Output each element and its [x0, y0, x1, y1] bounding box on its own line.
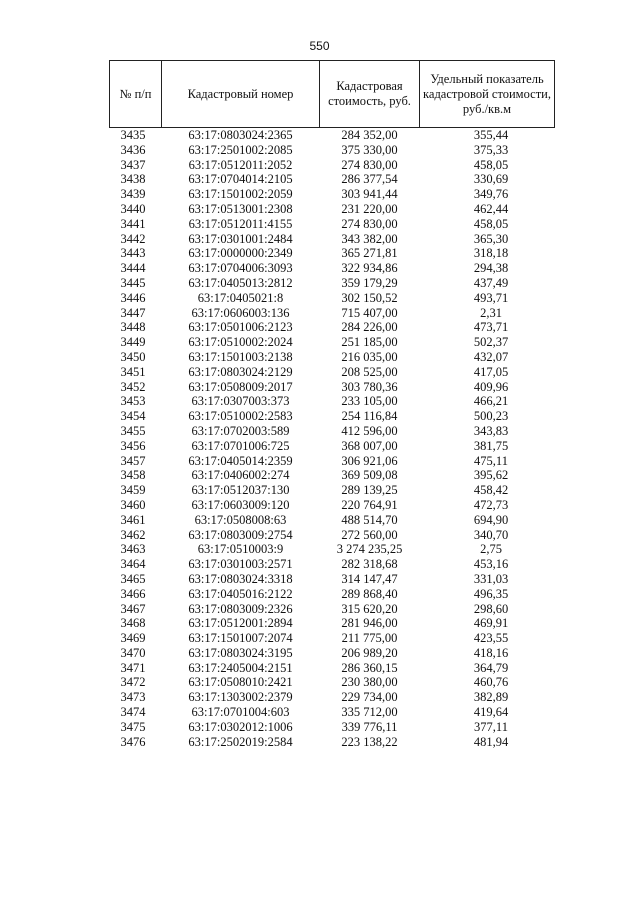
specific-value: 364,79 [473, 660, 509, 675]
row-number: 3453 [120, 394, 146, 409]
table-row [110, 306, 555, 321]
row-number: 3436 [120, 142, 146, 157]
table-row [110, 528, 555, 543]
cadastral-number: 63:17:0405014:2359 [188, 453, 293, 468]
cadastral-number: 63:17:0508008:63 [194, 512, 287, 527]
table-row [110, 705, 555, 720]
table-row [110, 557, 555, 572]
cadastral-value: 368 007,00 [341, 438, 398, 453]
row-number: 3452 [120, 379, 146, 394]
row-number: 3466 [120, 586, 146, 601]
row-number: 3446 [120, 290, 146, 305]
specific-value: 493,71 [473, 290, 509, 305]
specific-value: 458,05 [473, 216, 509, 231]
specific-value: 469,91 [473, 616, 509, 631]
row-number: 3474 [120, 705, 146, 720]
cadastral-number: 63:17:0302012:1006 [188, 719, 293, 734]
specific-value: 395,62 [473, 468, 509, 483]
specific-value: 330,69 [473, 172, 509, 187]
cadastral-number: 63:17:1501007:2074 [188, 631, 293, 646]
cadastral-value: 286 377,54 [341, 172, 398, 187]
row-number: 3456 [120, 438, 146, 453]
row-number: 3445 [120, 275, 146, 290]
cadastral-value: 251 185,00 [341, 335, 398, 350]
cadastral-value: 231 220,00 [341, 201, 398, 216]
cadastral-value: 369 509,08 [341, 468, 398, 483]
row-number: 3460 [120, 497, 146, 512]
cadastral-table [109, 60, 555, 749]
row-number: 3437 [120, 157, 146, 172]
row-number: 3475 [120, 719, 146, 734]
specific-value: 343,83 [473, 423, 509, 438]
cadastral-number: 63:17:0512001:2894 [188, 616, 293, 631]
row-number: 3470 [120, 645, 146, 660]
row-number: 3468 [120, 616, 146, 631]
table-row [110, 439, 555, 454]
cadastral-value: 223 138,22 [341, 734, 398, 749]
specific-value: 382,89 [473, 690, 509, 705]
table-row [110, 661, 555, 676]
specific-value: 419,64 [473, 705, 509, 720]
cadastral-number: 63:17:0803009:2754 [188, 527, 293, 542]
specific-value: 496,35 [473, 586, 509, 601]
cadastral-value: 314 147,47 [341, 571, 398, 586]
cadastral-value: 274 830,00 [341, 216, 398, 231]
row-number: 3448 [120, 320, 146, 335]
specific-value: 458,05 [473, 157, 509, 172]
cadastral-number: 63:17:0803024:2365 [188, 128, 293, 142]
row-number: 3467 [120, 601, 146, 616]
cadastral-number: 63:17:0510002:2024 [188, 335, 293, 350]
cadastral-number: 63:17:0701006:725 [191, 438, 290, 453]
row-number: 3459 [120, 483, 146, 498]
cadastral-value: 282 318,68 [341, 557, 398, 572]
cadastral-value: 230 380,00 [341, 675, 398, 690]
row-number: 3462 [120, 527, 146, 542]
table-header [110, 61, 555, 128]
header-row [110, 61, 555, 128]
cadastral-value: 211 775,00 [341, 631, 398, 646]
specific-value: 462,44 [473, 201, 509, 216]
cadastral-value: 303 941,44 [341, 187, 398, 202]
table-row [110, 498, 555, 513]
specific-value: 481,94 [473, 734, 509, 749]
cadastral-value: 365 271,81 [341, 246, 398, 261]
specific-value: 466,21 [473, 394, 509, 409]
cadastral-number: 63:17:0603009:120 [191, 497, 290, 512]
cadastral-number: 63:17:0508010:2421 [188, 675, 293, 690]
table-row [110, 335, 555, 350]
cadastral-number: 63:17:0803024:3318 [188, 571, 293, 586]
cadastral-value: 272 560,00 [341, 527, 398, 542]
specific-value: 418,16 [473, 645, 509, 660]
row-number: 3469 [120, 631, 146, 646]
cadastral-number: 63:17:0803024:3195 [188, 645, 293, 660]
table-row [110, 350, 555, 365]
specific-value: 298,60 [473, 601, 509, 616]
cadastral-number: 63:17:0000000:2349 [188, 246, 293, 261]
cadastral-number: 63:17:0702003:589 [191, 423, 290, 438]
table-row [110, 572, 555, 587]
cadastral-number: 63:17:0406002:274 [191, 468, 290, 483]
specific-value: 349,76 [473, 187, 509, 202]
cadastral-value: 289 139,25 [341, 483, 398, 498]
specific-value: 318,18 [473, 246, 509, 261]
cadastral-number: 63:17:2501002:2085 [188, 142, 293, 157]
row-number: 3473 [120, 690, 146, 705]
header-cadastral-number: Кадастровый номер [162, 61, 320, 128]
table-row [110, 409, 555, 424]
table-row [110, 246, 555, 261]
table-row [110, 291, 555, 306]
specific-value: 472,73 [473, 497, 509, 512]
table-row [110, 217, 555, 232]
specific-value: 423,55 [473, 631, 509, 646]
specific-value: 473,71 [473, 320, 509, 335]
table-row [110, 483, 555, 498]
specific-value: 460,76 [473, 675, 509, 690]
cadastral-number: 63:17:1303002:2379 [188, 690, 293, 705]
cadastral-number: 63:17:0405016:2122 [188, 586, 293, 601]
cadastral-number: 63:17:0405021:8 [197, 290, 284, 305]
row-number: 3439 [120, 187, 146, 202]
cadastral-value: 412 596,00 [341, 423, 398, 438]
cadastral-number: 63:17:1501002:2059 [188, 187, 293, 202]
row-number: 3450 [120, 349, 146, 364]
table-row [110, 365, 555, 380]
cadastral-number: 63:17:0301001:2484 [188, 231, 293, 246]
specific-value: 377,11 [474, 719, 508, 734]
table-row [110, 542, 555, 557]
row-number: 3454 [120, 409, 146, 424]
specific-value: 2,31 [480, 305, 502, 320]
table-row [110, 128, 555, 143]
cadastral-number: 63:17:0606003:136 [191, 305, 290, 320]
cadastral-value: 206 989,20 [341, 645, 398, 660]
table-row [110, 320, 555, 335]
specific-value: 694,90 [473, 512, 509, 527]
cadastral-number: 63:17:0704006:3093 [188, 261, 293, 276]
table-row [110, 631, 555, 646]
row-number: 3451 [120, 364, 146, 379]
header-number: № п/п [110, 61, 162, 128]
cadastral-number: 63:17:0510002:2583 [188, 409, 293, 424]
table-row [110, 232, 555, 247]
cadastral-value: 284 352,00 [341, 128, 398, 142]
cadastral-value: 488 514,70 [341, 512, 398, 527]
table-row [110, 187, 555, 202]
cadastral-value: 343 382,00 [341, 231, 398, 246]
cadastral-value: 375 330,00 [341, 142, 398, 157]
page-number: 550 [309, 39, 330, 53]
specific-value: 453,16 [473, 557, 509, 572]
row-number: 3461 [120, 512, 146, 527]
table-row [110, 646, 555, 661]
cadastral-value: 315 620,20 [341, 601, 398, 616]
cadastral-value: 233 105,00 [341, 394, 398, 409]
cadastral-value: 216 035,00 [341, 349, 398, 364]
table-row [110, 735, 555, 750]
cadastral-number: 63:17:0704014:2105 [188, 172, 293, 187]
row-number: 3438 [120, 172, 146, 187]
row-number: 3444 [120, 261, 146, 276]
specific-value: 294,38 [473, 261, 509, 276]
cadastral-value: 220 764,91 [341, 497, 398, 512]
cadastral-number: 63:17:2405004:2151 [188, 660, 293, 675]
specific-value: 375,33 [473, 142, 509, 157]
row-number: 3463 [120, 542, 146, 557]
specific-value: 417,05 [473, 364, 509, 379]
specific-value: 331,03 [473, 571, 509, 586]
row-number: 3465 [120, 571, 146, 586]
cadastral-value: 254 116,84 [341, 409, 398, 424]
table-row [110, 261, 555, 276]
table-row [110, 690, 555, 705]
row-number: 3440 [120, 201, 146, 216]
header-cadastral-value: Кадастровая стоимость, руб. [320, 61, 420, 128]
cadastral-value: 229 734,00 [341, 690, 398, 705]
cadastral-value: 3 274 235,25 [336, 542, 403, 557]
cadastral-value: 286 360,15 [341, 660, 398, 675]
cadastral-value: 208 525,00 [341, 364, 398, 379]
specific-value: 458,42 [473, 483, 509, 498]
row-number: 3472 [120, 675, 146, 690]
cadastral-number: 63:17:1501003:2138 [188, 349, 293, 364]
specific-value: 365,30 [473, 231, 509, 246]
specific-value: 355,44 [473, 128, 509, 142]
cadastral-number: 63:17:2502019:2584 [188, 734, 293, 749]
cadastral-value: 359 179,29 [341, 275, 398, 290]
cadastral-value: 715 407,00 [341, 305, 398, 320]
row-number: 3457 [120, 453, 146, 468]
cadastral-value: 281 946,00 [341, 616, 398, 631]
row-number: 3458 [120, 468, 146, 483]
table-row [110, 454, 555, 469]
specific-value: 2,75 [480, 542, 502, 557]
table-row [110, 424, 555, 439]
table-row [110, 158, 555, 173]
row-number: 3455 [120, 423, 146, 438]
cadastral-number: 63:17:0512037:130 [191, 483, 290, 498]
table-row [110, 143, 555, 158]
cadastral-number: 63:17:0307003:373 [191, 394, 290, 409]
cadastral-value: 335 712,00 [341, 705, 398, 720]
row-number: 3471 [120, 660, 146, 675]
specific-value: 381,75 [473, 438, 509, 453]
cadastral-number: 63:17:0701004:603 [191, 705, 290, 720]
row-number: 3435 [120, 128, 146, 142]
cadastral-number: 63:17:0803024:2129 [188, 364, 293, 379]
row-number: 3464 [120, 557, 146, 572]
specific-value: 502,37 [473, 335, 509, 350]
specific-value: 475,11 [474, 453, 508, 468]
table-row [110, 675, 555, 690]
table-row [110, 720, 555, 735]
row-number: 3447 [120, 305, 146, 320]
cadastral-number: 63:17:0405013:2812 [188, 275, 293, 290]
specific-value: 437,49 [473, 275, 509, 290]
cadastral-number: 63:17:0803009:2326 [188, 601, 293, 616]
specific-value: 432,07 [473, 349, 509, 364]
cadastral-number: 63:17:0513001:2308 [188, 201, 293, 216]
table-body [110, 128, 555, 750]
table-row [110, 602, 555, 617]
cadastral-value: 302 150,52 [341, 290, 398, 305]
table-row [110, 616, 555, 631]
row-number: 3476 [120, 734, 146, 749]
cadastral-value: 274 830,00 [341, 157, 398, 172]
row-number: 3449 [120, 335, 146, 350]
cadastral-number: 63:17:0501006:2123 [188, 320, 293, 335]
cadastral-value: 289 868,40 [341, 586, 398, 601]
table-row [110, 587, 555, 602]
row-number: 3441 [120, 216, 146, 231]
cadastral-value: 303 780,36 [341, 379, 398, 394]
table-row [110, 394, 555, 409]
row-number: 3442 [120, 231, 146, 246]
header-specific-value: Удельный показатель кадастровой стоимости, руб./кв.м [420, 61, 555, 128]
row-number: 3443 [120, 246, 146, 261]
specific-value: 409,96 [473, 379, 509, 394]
cadastral-number: 63:17:0508009:2017 [188, 379, 293, 394]
cadastral-number: 63:17:0512011:4155 [188, 216, 293, 231]
table-row [110, 380, 555, 395]
table-row [110, 172, 555, 187]
table-row [110, 513, 555, 528]
cadastral-value: 306 921,06 [341, 453, 398, 468]
table-row [110, 468, 555, 483]
cadastral-value: 339 776,11 [341, 719, 398, 734]
cadastral-number: 63:17:0301003:2571 [188, 557, 293, 572]
cadastral-value: 322 934,86 [341, 261, 398, 276]
table-row [110, 276, 555, 291]
cadastral-number: 63:17:0510003:9 [197, 542, 284, 557]
specific-value: 340,70 [473, 527, 509, 542]
table-row [110, 202, 555, 217]
cadastral-value: 284 226,00 [341, 320, 398, 335]
specific-value: 500,23 [473, 409, 509, 424]
cadastral-number: 63:17:0512011:2052 [188, 157, 293, 172]
